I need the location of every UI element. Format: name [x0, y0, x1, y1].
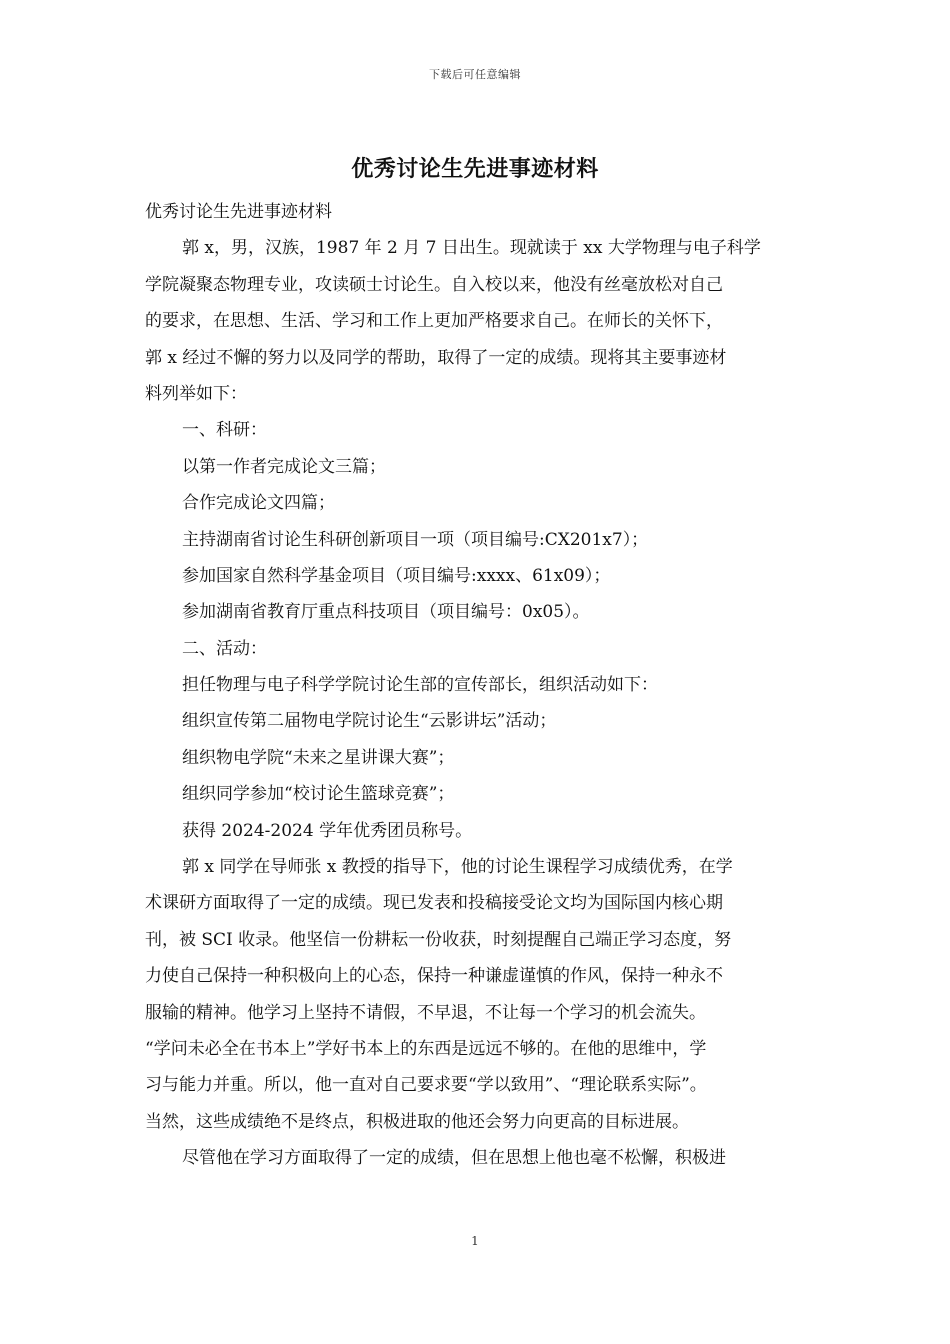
- body-line: 一、科研：: [182, 420, 267, 441]
- body-line: 二、活动：: [182, 638, 267, 659]
- body-line: 担任物理与电子科学学院讨论生部的宣传部长，组织活动如下：: [182, 675, 658, 696]
- body-line: 参加国家自然科学基金项目（项目编号:xxxx、61x09）；: [182, 565, 611, 586]
- body-line: 以第一作者完成论文三篇；: [182, 456, 386, 477]
- body-line: 料列举如下：: [145, 383, 247, 404]
- body-line: 组织物电学院“未来之星讲课大赛”；: [182, 747, 455, 768]
- body-line: 参加湖南省教育厅重点科技项目（项目编号：0x05）。: [182, 602, 590, 623]
- body-line: 郭 x，男，汉族，1987 年 2 月 7 日出生。现就读于 xx 大学物理与电子科学: [182, 238, 761, 259]
- body-line: 习与能力并重。所以，他一直对自己要求要“学以致用”、“理论联系实际”。: [145, 1075, 707, 1096]
- body-line: 获得 2024-2024 学年优秀团员称号。: [182, 820, 473, 841]
- body-line: 郭 x 经过不懈的努力以及同学的帮助，取得了一定的成绩。现将其主要事迹材: [145, 347, 727, 368]
- body-line: 服输的精神。他学习上坚持不请假，不早退，不让每一个学习的机会流失。: [145, 1002, 706, 1023]
- body-line: 组织同学参加“校讨论生篮球竞赛”；: [182, 784, 455, 805]
- page-header-note: 下载后可任意编辑: [429, 68, 521, 81]
- body-line: 组织宣传第二届物电学院讨论生“云影讲坛”活动；: [182, 711, 557, 732]
- body-line: “学问未必全在书本上”学好书本上的东西是远远不够的。在他的思维中，学: [145, 1038, 707, 1059]
- body-line: 尽管他在学习方面取得了一定的成绩，但在思想上他也毫不松懈，积极进: [182, 1148, 726, 1169]
- body-line: 优秀讨论生先进事迹材料: [145, 202, 332, 222]
- body-line: 术课研方面取得了一定的成绩。现已发表和投稿接受论文均为国际国内核心期: [145, 893, 723, 914]
- document-body: [145, 194, 817, 1177]
- body-line: 学院凝聚态物理专业，攻读硕士讨论生。自入校以来，他没有丝毫放松对自己: [145, 274, 723, 295]
- body-line: 郭 x 同学在导师张 x 教授的指导下，他的讨论生课程学习成绩优秀，在学: [182, 857, 733, 878]
- page-number: 1: [471, 1234, 479, 1248]
- body-line: 当然，这些成绩绝不是终点，积极进取的他还会努力向更高的目标进展。: [145, 1111, 689, 1132]
- document-title: 优秀讨论生先进事迹材料: [351, 156, 599, 182]
- body-line: 的要求，在思想、生活、学习和工作上更加严格要求自己。在师长的关怀下，: [145, 311, 723, 332]
- body-line: 刊，被 SCI 收录。他坚信一份耕耘一份收获，时刻提醒自己端正学习态度，努: [145, 929, 732, 950]
- body-line: 力使自己保持一种积极向上的心态，保持一种谦虚谨慎的作风，保持一种永不: [145, 966, 723, 987]
- body-line: 合作完成论文四篇；: [182, 493, 335, 514]
- body-line: 主持湖南省讨论生科研创新项目一项（项目编号:CX201x7）；: [182, 529, 649, 550]
